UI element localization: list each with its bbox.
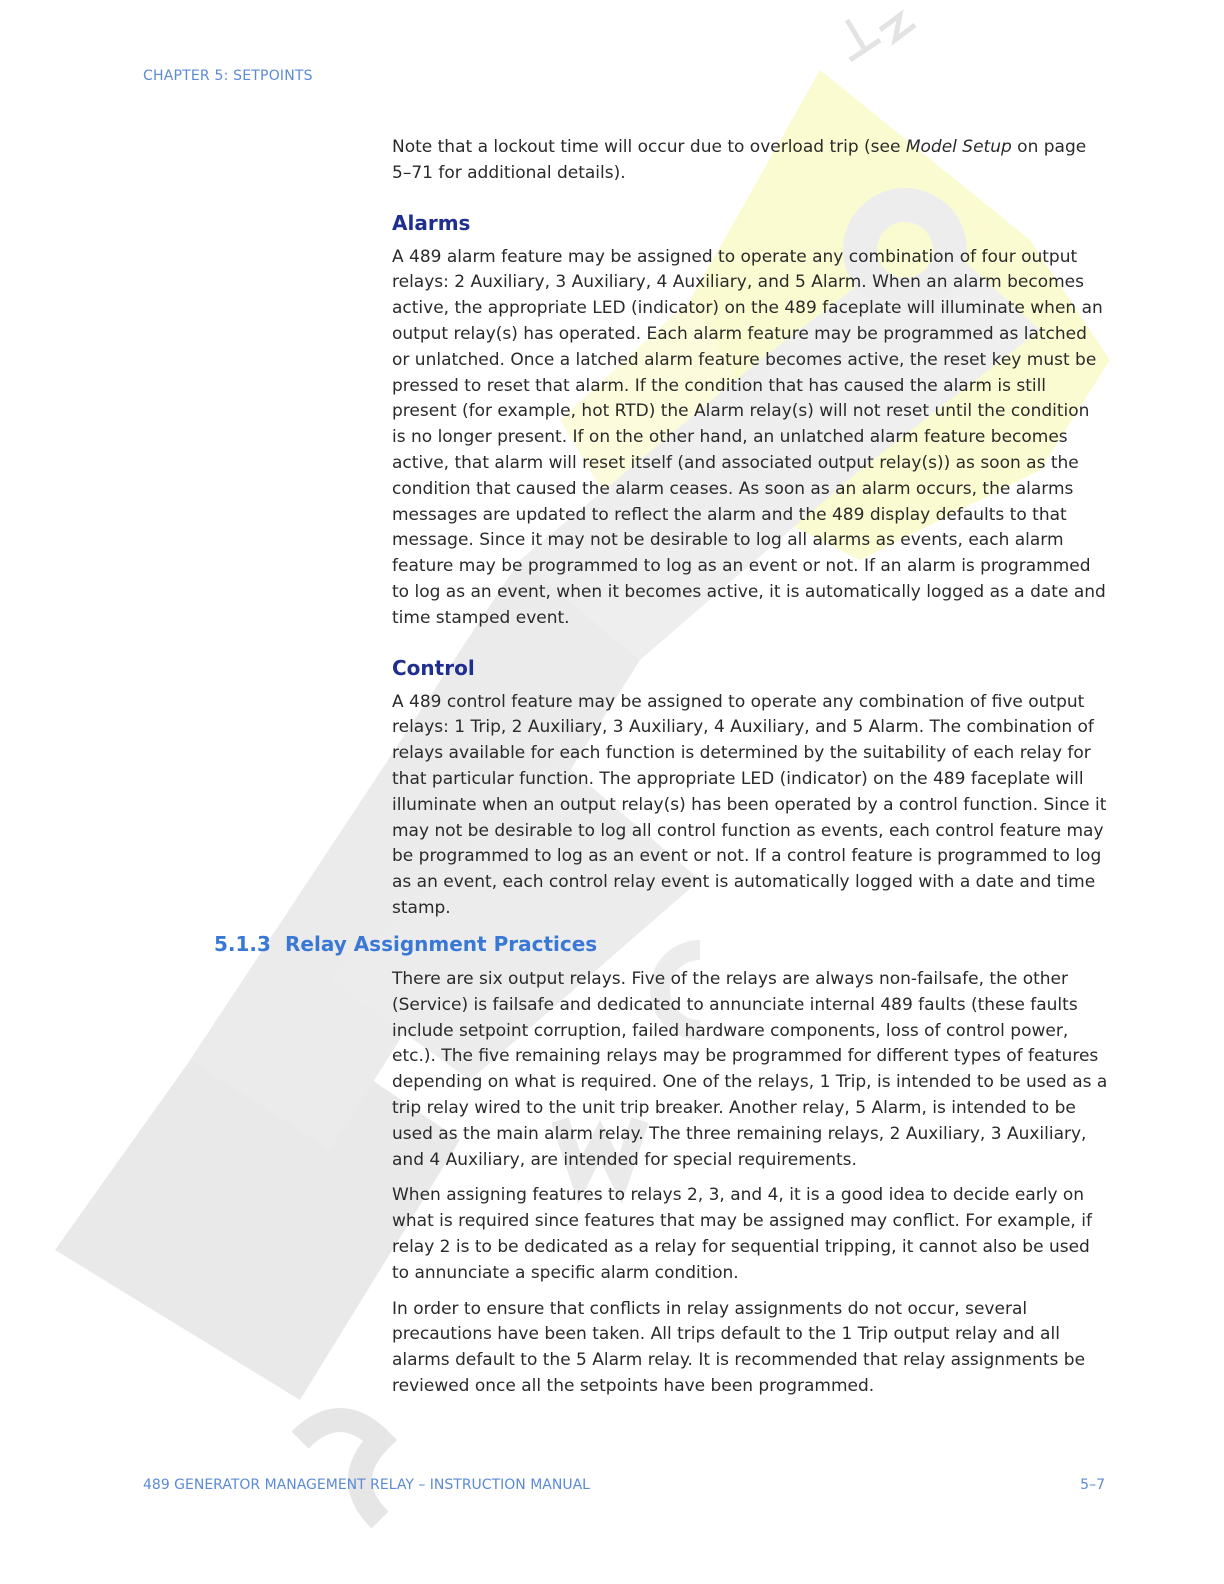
section-heading	[214, 932, 597, 956]
section-title: Relay Assignment Practices	[285, 932, 598, 956]
section-paragraph-2: When assigning features to relays 2, 3, and 4, it is a good idea to decide early on what is required since features that may be assigned may conflict. For example, if relay 2 is to be dedicated as a relay for sequential tripping, it cannot also be used to annunciate a specific alarm condition.	[392, 1185, 1092, 1283]
footer-page-number: 5–7	[1080, 1477, 1105, 1493]
page-header: CHAPTER 5: SETPOINTS	[143, 68, 313, 84]
section-content	[392, 967, 1108, 1410]
alarms-heading: Alarms	[392, 210, 471, 235]
watermark-tm-mark	[847, 15, 915, 60]
control-paragraph: A 489 control feature may be assigned to operate any combination of five output relays: 1 Trip, 2 Auxiliary, 3 Auxiliary, 4 Auxiliary, and 5 Alarm. The combination of relays available for each function is determined by the suitability of each relay for that particular function. The appropriate LED (indicator) on the 489 faceplate will illuminate when an output relay(s) has been operated by a control function. Since it may not be desirable to log all control function as events, each control feature may be programmed to log as an event or not. If a control feature is programmed to log as an event, each control relay event is automatically logged with a date and time stamp.	[392, 691, 1107, 918]
section-paragraph-1: There are six output relays. Five of the relays are always non-failsafe, the other (Service) is failsafe and dedicated to annunciate internal 489 faults (these faults include setpoint corruption, failed hardware components, loss of control power, etc.). The five remaining relays may be programmed for different types of features depending on what is required. One of the relays, 1 Trip, is intended to be used as a trip relay wired to the unit trip breaker. Another relay, 5 Alarm, is intended to be used as the main alarm relay. The three remaining relays, 2 Auxiliary, 3 Auxiliary, and 4 Auxiliary, are intended for special requirements.	[392, 969, 1108, 1170]
footer-manual-title: 489 GENERATOR MANAGEMENT RELAY – INSTRUCTION MANUAL	[143, 1477, 590, 1493]
control-heading: Control	[392, 655, 475, 680]
main-content	[392, 135, 1108, 932]
alarms-paragraph: A 489 alarm feature may be assigned to operate any combination of four output relays: 2 Auxiliary, 3 Auxiliary, 4 Auxiliary, and 5 Alarm. When an alarm becomes active, the appropriate LED (indicator) on the 489 faceplate will illuminate when an output relay(s) has operated. Each alarm feature may be programmed as latched or unlatched. Once a latched alarm feature becomes active, the reset key must be pressed to reset that alarm. If the condition that has caused the alarm is still present (for example, hot RTD) the Alarm relay(s) will not reset until the condition is no longer present. If on the other hand, an unlatched alarm feature becomes active, that alarm will reset itself (and associated output relay(s)) as soon as the condition that caused the alarm ceases. As soon as an alarm occurs, the alarms messages are updated to reflect the alarm and the 489 display defaults to that message. Since it may not be desirable to log all alarms as events, each alarm feature may be programmed to log as an event or not. If an alarm is programmed to log as an event, when it becomes active, it is automatically logged as a date and time stamped event.	[392, 246, 1106, 628]
model-setup-reference[interactable]: Model Setup	[905, 137, 1012, 157]
watermark-letter-s	[300, 1420, 380, 1520]
section-paragraph-3: In order to ensure that conflicts in relay assignments do not occur, several precautions have been taken. All trips default to the 1 Trip output relay and all alarms default to the 5 Alarm relay. It is recommended that relay assignments be reviewed once all the setpoints have been programmed.	[392, 1298, 1086, 1396]
section-number: 5.1.3	[214, 932, 271, 956]
intro-paragraph: Note that a lockout time will occur due to overload trip (see Model Setup on page 5–71 for additional details).	[392, 137, 1087, 183]
